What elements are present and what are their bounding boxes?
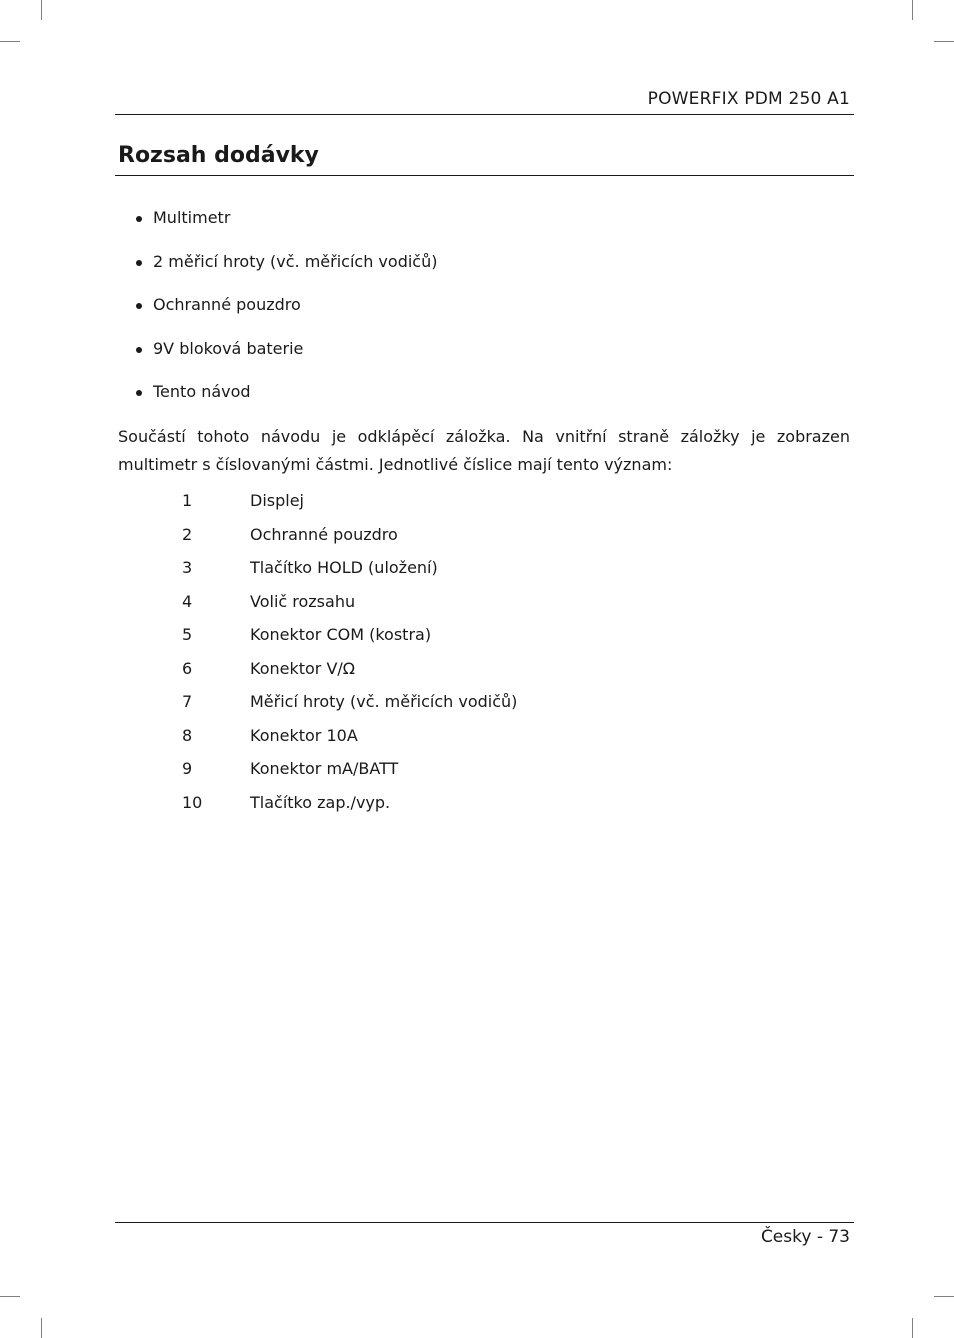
list-item-text: 2 měřicí hroty (vč. měřicích vodičů): [153, 251, 438, 271]
part-row: [182, 793, 517, 827]
part-number: 5: [182, 625, 193, 644]
part-number: 4: [182, 591, 193, 611]
header-rule: [115, 114, 854, 115]
list-item-text: Ochranné pouzdro: [153, 295, 301, 314]
crop-mark-top-right-h: [934, 41, 954, 42]
list-item: [136, 382, 437, 426]
part-row: [182, 692, 517, 726]
crop-mark-bottom-right-h: [934, 1296, 954, 1297]
part-number: 10: [182, 792, 203, 812]
part-label: Konektor V/Ω: [250, 658, 356, 678]
crop-mark-top-left-h: [0, 41, 20, 42]
part-row: [182, 726, 517, 760]
part-number: 9: [182, 759, 193, 778]
crop-mark-top-right: [912, 0, 913, 20]
part-row: [182, 592, 517, 626]
part-label: Tlačítko zap./vyp.: [250, 792, 391, 812]
bullet-icon: [136, 390, 142, 396]
list-item-text: 9V bloková baterie: [153, 338, 304, 358]
part-label: Měřicí hroty (vč. měřicích vodičů): [250, 692, 518, 711]
contents-list: [136, 208, 437, 426]
bullet-icon: [136, 303, 142, 309]
crop-mark-bottom-left: [41, 1318, 42, 1338]
bullet-icon: [136, 347, 142, 353]
part-number: 1: [182, 491, 193, 510]
heading-rule: [115, 175, 854, 176]
part-row: [182, 625, 517, 659]
list-item: [136, 252, 437, 296]
part-label: Displej: [250, 491, 304, 510]
header-title: POWERFIX PDM 250 A1: [647, 89, 850, 109]
list-item: [136, 295, 437, 339]
list-item: [136, 208, 437, 252]
part-label: Ochranné pouzdro: [250, 524, 398, 544]
part-number: 3: [182, 558, 193, 577]
part-label: Konektor mA/BATT: [250, 759, 399, 778]
section-heading: Rozsah dodávky: [118, 143, 319, 168]
part-number: 6: [182, 658, 193, 678]
part-number: 2: [182, 524, 193, 544]
page-number: Česky - 73: [760, 1227, 850, 1247]
part-row: [182, 759, 517, 793]
parts-list: [182, 491, 517, 826]
part-number: 8: [182, 725, 193, 745]
part-row: [182, 491, 517, 525]
list-item-text: Tento návod: [153, 382, 251, 401]
part-label: Tlačítko HOLD (uložení): [250, 558, 438, 577]
footer-rule: [115, 1222, 854, 1223]
bullet-icon: [136, 216, 142, 222]
part-number: 7: [182, 692, 193, 711]
intro-paragraph: Součástí tohoto návodu je odklápěcí záložka. Na vnitřní straně záložky je zobrazen multimetr s číslovanými částmi. Jednotlivé číslice mají tento význam:: [118, 427, 850, 474]
crop-mark-top-left: [41, 0, 42, 20]
crop-mark-bottom-right: [912, 1318, 913, 1338]
bullet-icon: [136, 260, 142, 266]
part-row: [182, 558, 517, 592]
part-row: [182, 525, 517, 559]
list-item-text: Multimetr: [153, 208, 231, 227]
part-label: Konektor 10A: [250, 725, 358, 745]
part-label: Konektor COM (kostra): [250, 625, 432, 644]
part-label: Volič rozsahu: [250, 591, 356, 611]
crop-mark-bottom-left-h: [0, 1296, 20, 1297]
part-row: [182, 659, 517, 693]
list-item: [136, 339, 437, 383]
